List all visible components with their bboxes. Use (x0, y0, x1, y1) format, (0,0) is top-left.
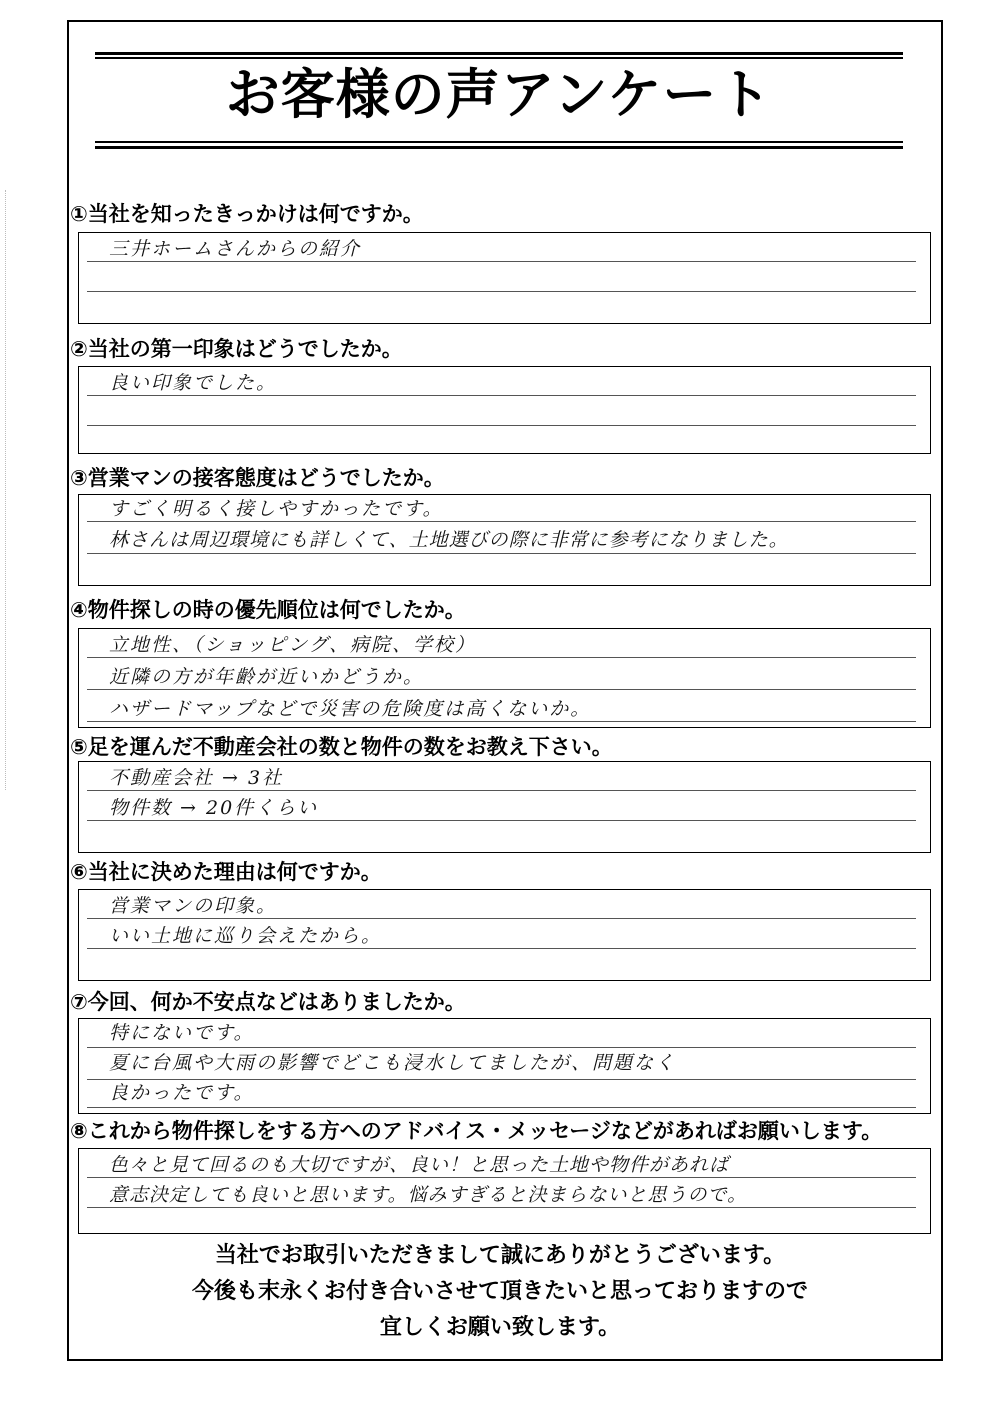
question-4: ④物件探しの時の優先順位は何でしたか。 (70, 598, 466, 622)
answer-7-line-3: 良かったです。 (109, 1082, 255, 1104)
question-8: ⑧これから物件探しをする方へのアドバイス・メッセージなどがあればお願いします。 (70, 1119, 883, 1143)
answer-1-line-1: 三井ホームさんからの紹介 (109, 238, 362, 260)
scan-margin-mark (5, 190, 7, 790)
closing-line-2: 今後も末永くお付き合いさせて頂きたいと思っておりますので (191, 1279, 808, 1304)
answer-box-7 (78, 1018, 931, 1114)
answer-7-line-2: 夏に台風や大雨の影響でどこも浸水してましたが、問題なく (109, 1052, 677, 1074)
title-top-rule-thin (95, 57, 903, 59)
answer-3-line-1: すごく明るく接しやすかったです。 (109, 498, 444, 520)
answer-7-line-1: 特にないです。 (109, 1022, 255, 1044)
question-5: ⑤足を運んだ不動産会社の数と物件の数をお教え下さい。 (70, 735, 613, 759)
question-1: ①当社を知ったきっかけは何ですか。 (70, 202, 424, 226)
form-title: お客様の声アンケート (225, 63, 773, 126)
answer-3-line-2: 林さんは周辺環境にも詳しくて、土地選びの際に非常に参考になりました。 (109, 529, 789, 551)
answer-box-5 (78, 761, 931, 853)
answer-box-6 (78, 889, 931, 981)
closing-line-1: 当社でお取引いただきまして誠にありがとうございます。 (214, 1243, 786, 1268)
answer-box-4 (78, 628, 931, 728)
answer-6-line-2: いい土地に巡り会えたから。 (109, 925, 383, 947)
answer-box-8 (78, 1148, 931, 1234)
answer-5-line-1: 不動産会社 → 3社 (109, 767, 284, 789)
answer-box-2 (78, 366, 931, 454)
answer-box-3 (78, 494, 931, 586)
answer-8-line-1: 色々と見て回るのも大切ですが、良い！と思った土地や物件があれば (109, 1154, 730, 1176)
question-6: ⑥当社に決めた理由は何ですか。 (70, 860, 382, 884)
title-bottom-rule (95, 146, 903, 149)
closing-line-3: 宜しくお願い致します。 (379, 1315, 621, 1340)
title-bottom-rule-thin (95, 141, 903, 143)
title-top-rule (95, 52, 903, 55)
question-7: ⑦今回、何か不安点などはありましたか。 (70, 990, 466, 1014)
answer-2-line-1: 良い印象でした。 (109, 372, 278, 394)
answer-4-line-1: 立地性、（ショッピング、病院、学校） (109, 634, 476, 656)
question-3: ③営業マンの接客態度はどうでしたか。 (70, 466, 445, 490)
answer-6-line-1: 営業マンの印象。 (109, 895, 278, 917)
answer-4-line-2: 近隣の方が年齢が近いかどうか。 (109, 666, 425, 688)
question-2: ②当社の第一印象はどうでしたか。 (70, 337, 403, 361)
answer-4-line-3: ハザードマップなどで災害の危険度は高くないか。 (109, 698, 592, 720)
answer-box-1 (78, 232, 931, 324)
answer-8-line-2: 意志決定しても良いと思います。悩みすぎると決まらないと思うので。 (109, 1184, 748, 1206)
answer-5-line-2: 物件数 → 20件くらい (109, 797, 319, 819)
